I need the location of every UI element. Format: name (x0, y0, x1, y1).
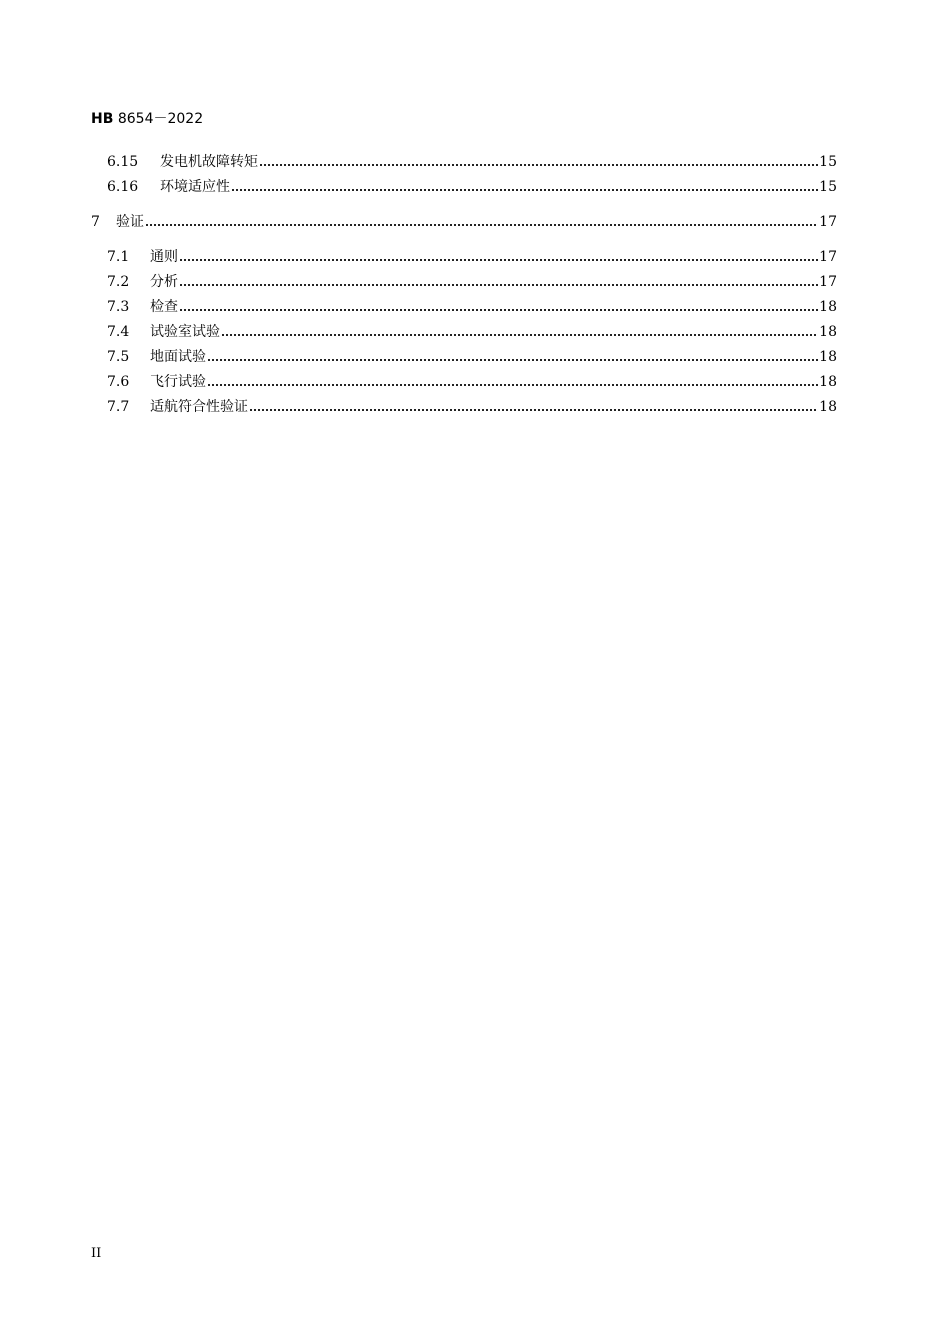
toc-entry-title: 验证 (116, 214, 144, 230)
toc-entry-7-3[interactable] (107, 297, 837, 317)
toc-leader-dots (207, 358, 818, 362)
toc-entry-6-15[interactable] (107, 152, 837, 172)
toc-entry-number: 6.15 (107, 154, 139, 170)
page-number: II (91, 1246, 102, 1261)
toc-leader-dots (179, 283, 818, 287)
toc-entry-page: 18 (819, 324, 837, 340)
toc-entry-number: 7.7 (107, 399, 130, 415)
toc-entry-7-6[interactable] (107, 372, 837, 392)
toc-entry-number: 7.5 (107, 349, 130, 365)
toc-entry-number: 6.16 (107, 179, 139, 195)
toc-entry-number: 7 (91, 214, 100, 230)
toc-entry-title: 通则 (150, 249, 178, 265)
toc-entry-7[interactable] (91, 212, 837, 232)
toc-leader-dots (259, 163, 818, 167)
toc-entry-page: 15 (819, 179, 837, 195)
toc-leader-dots (179, 308, 818, 312)
document-header (91, 110, 203, 128)
toc-entry-number: 7.6 (107, 374, 130, 390)
toc-leader-dots (249, 408, 818, 412)
toc-entry-number: 7.1 (107, 249, 130, 265)
toc-entry-page: 17 (819, 214, 837, 230)
toc-entry-title: 环境适应性 (160, 179, 230, 195)
toc-leader-dots (145, 223, 818, 227)
toc-entry-7-5[interactable] (107, 347, 837, 367)
toc-leader-dots (231, 188, 818, 192)
toc-entry-page: 15 (819, 154, 837, 170)
toc-entry-6-16[interactable] (107, 177, 837, 197)
toc-entry-title: 试验室试验 (150, 324, 220, 340)
toc-leader-dots (207, 383, 818, 387)
toc-entry-7-7[interactable] (107, 397, 837, 417)
toc-entry-page: 17 (819, 249, 837, 265)
toc-entry-number: 7.2 (107, 274, 130, 290)
toc-entry-title: 适航符合性验证 (150, 399, 248, 415)
toc-entry-page: 18 (819, 349, 837, 365)
toc-entry-page: 18 (819, 299, 837, 315)
toc-leader-dots (221, 333, 818, 337)
toc-entry-title: 发电机故障转矩 (160, 154, 258, 170)
toc-leader-dots (179, 258, 818, 262)
toc-entry-7-1[interactable] (107, 247, 837, 267)
toc-entry-number: 7.4 (107, 324, 130, 340)
toc-entry-7-2[interactable] (107, 272, 837, 292)
toc-entry-title: 分析 (150, 274, 178, 290)
toc-entry-page: 17 (819, 274, 837, 290)
standard-code: HB (91, 111, 114, 127)
toc-entry-title: 飞行试验 (150, 374, 206, 390)
toc-entry-title: 检查 (150, 299, 178, 315)
toc-entry-page: 18 (819, 399, 837, 415)
toc-entry-7-4[interactable] (107, 322, 837, 342)
toc-entry-page: 18 (819, 374, 837, 390)
toc-entry-number: 7.3 (107, 299, 130, 315)
standard-number: 8654－2022 (117, 111, 204, 127)
toc-entry-title: 地面试验 (150, 349, 206, 365)
